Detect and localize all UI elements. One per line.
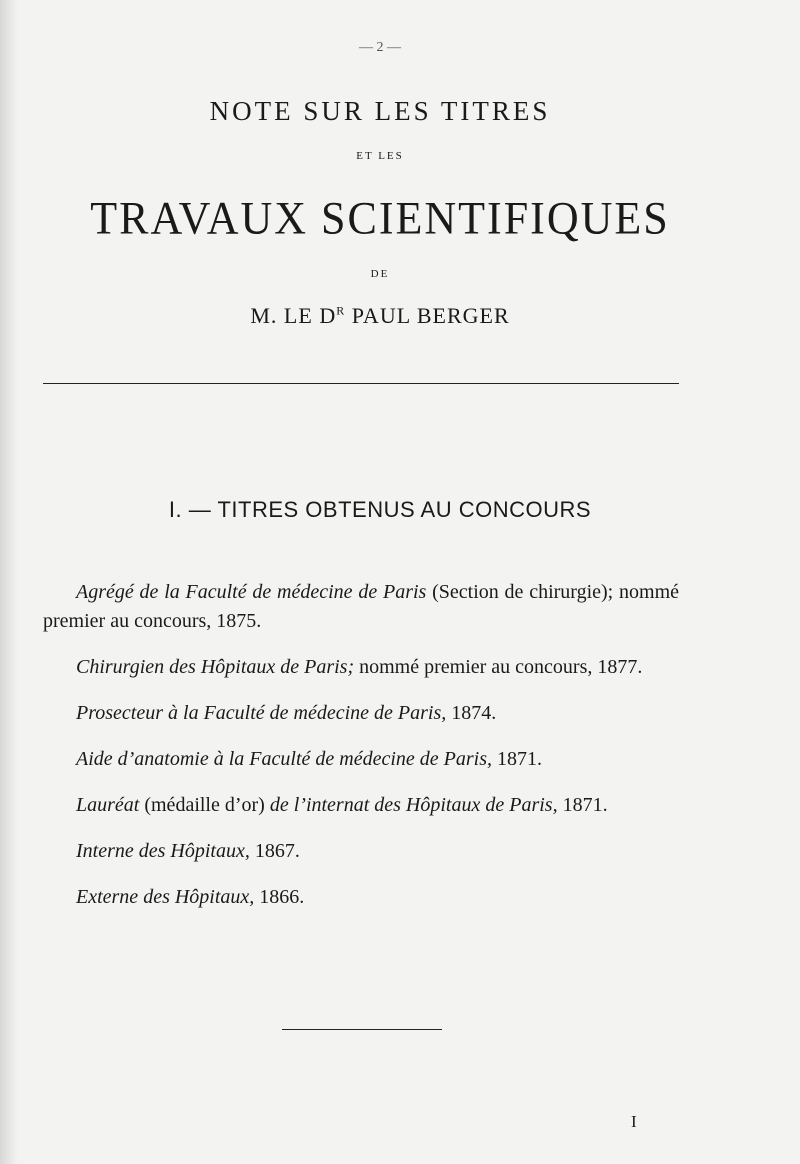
closing-rule [282, 1029, 442, 1030]
entry-aide-anatomie [43, 745, 679, 774]
entry-text: 1867. [249, 840, 300, 862]
title-line-2: ET LES [356, 150, 404, 162]
entry-externe [43, 883, 679, 912]
entry-interne [43, 837, 679, 866]
entry-italic: Chirurgien des Hôpitaux de Paris; [76, 656, 355, 678]
titles-list [43, 578, 679, 929]
entry-text-2: 1871. [557, 794, 608, 816]
entry-text: (médaille d’or) [139, 794, 270, 816]
entry-text: 1866. [254, 886, 305, 908]
title-line-1: NOTE SUR LES TITRES [209, 96, 551, 126]
author-line [0, 303, 760, 329]
entry-text: 1871. [492, 748, 542, 770]
author-sup: R [336, 303, 346, 318]
entry-agrege [43, 578, 679, 636]
author-prefix: M. LE D [250, 303, 337, 328]
top-folio: — 2 — [359, 40, 401, 55]
bottom-folio: I [631, 1112, 637, 1131]
page-edge-shadow [0, 0, 18, 1164]
horizontal-rule [43, 383, 679, 384]
entry-italic: Aide d’anatomie à la Faculté de médecine de Paris, [76, 748, 492, 770]
entry-italic: Externe des Hôpitaux, [76, 886, 255, 908]
entry-laureat [43, 791, 679, 820]
entry-italic: Interne des Hôpitaux, [76, 840, 250, 862]
section-heading: I. — TITRES OBTENUS AU CONCOURS [168, 497, 592, 522]
entry-prosecteur [43, 699, 679, 728]
entry-text: nommé premier au concours, 1877. [354, 656, 643, 678]
entry-text: (Section de chirurgie); nommé premier au concours, 1875. [43, 581, 680, 632]
author-name: PAUL BERGER [345, 303, 510, 328]
entry-text: 1874. [446, 702, 497, 724]
entry-italic-2: de l’internat des Hôpitaux de Paris, [269, 794, 558, 816]
entry-italic: Prosecteur à la Faculté de médecine de Paris, [76, 702, 447, 724]
entry-italic: Agrégé de la Faculté de médecine de Paris [76, 581, 427, 603]
entry-italic: Lauréat [76, 794, 140, 816]
title-main: TRAVAUX SCIENTIFIQUES [90, 192, 670, 245]
title-line-4: DE [370, 268, 390, 280]
entry-chirurgien [43, 653, 679, 682]
